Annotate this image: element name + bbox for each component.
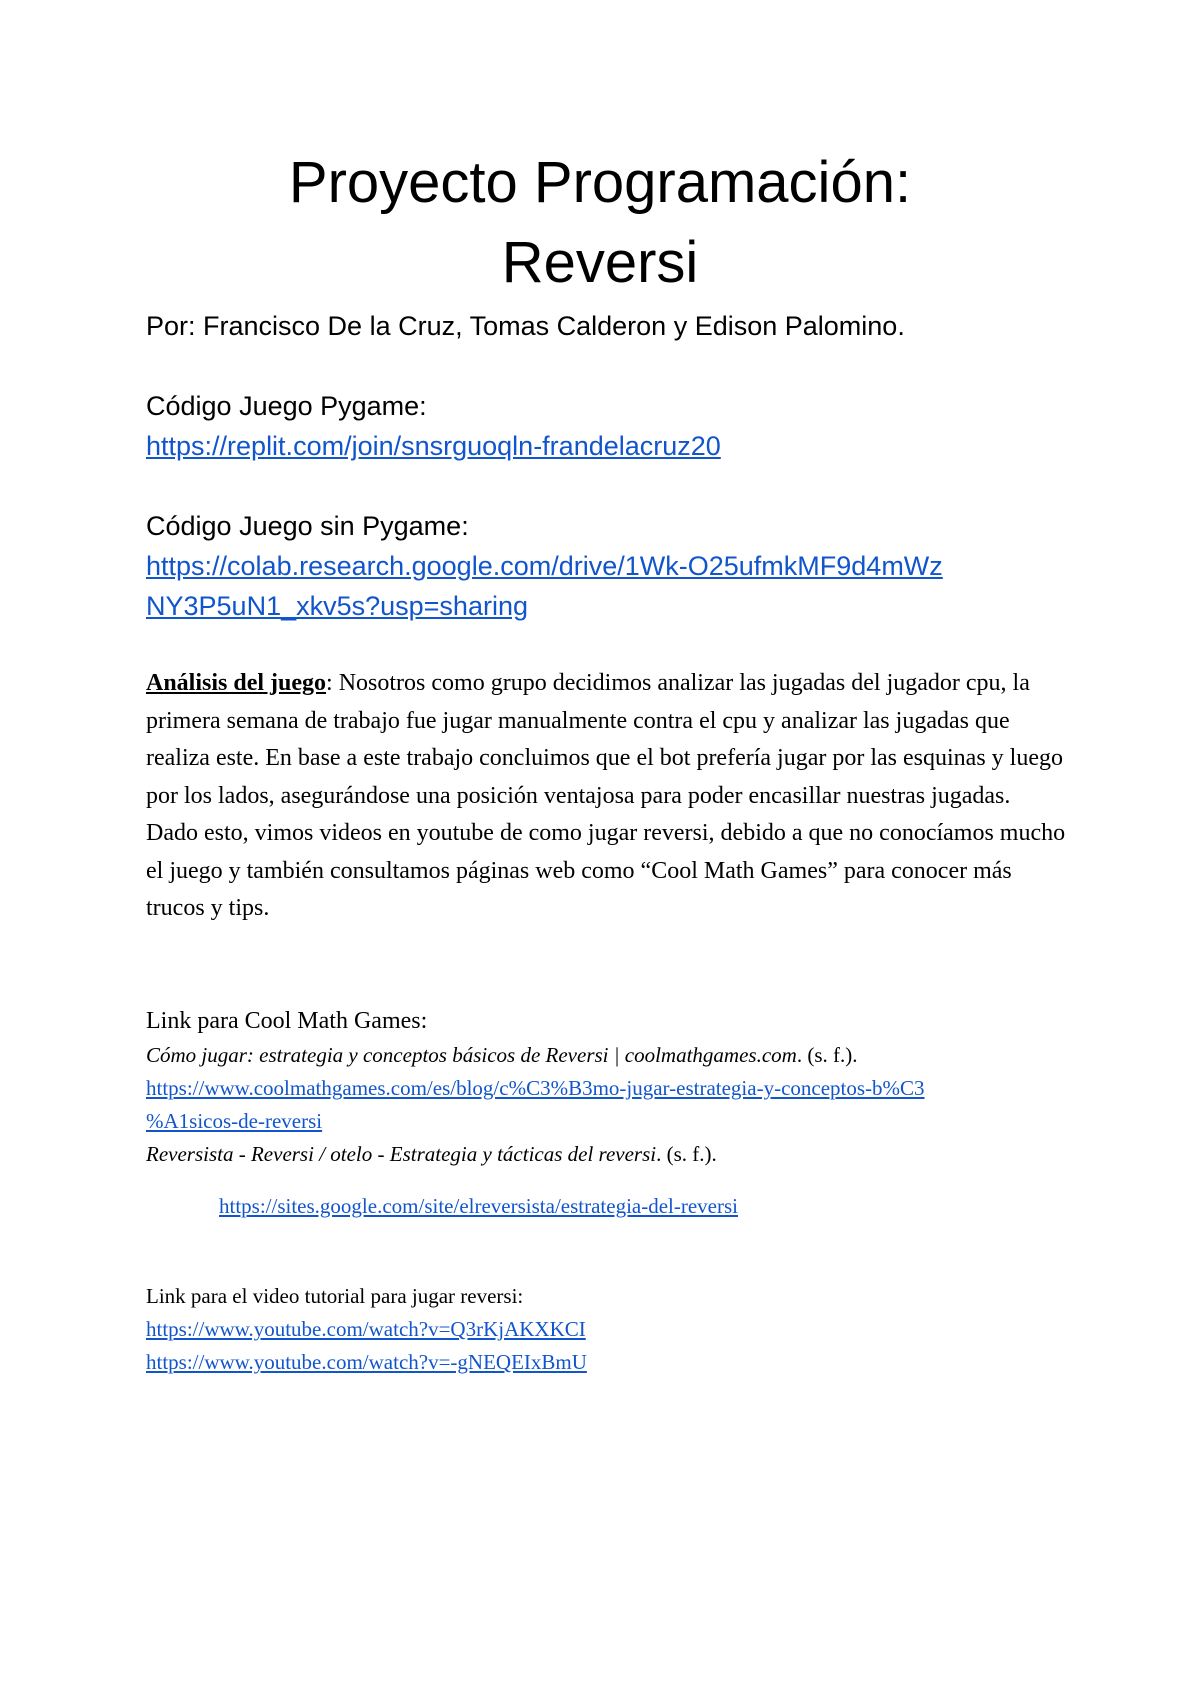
video-link-1[interactable]: https://www.youtube.com/watch?v=Q3rKjAKXKCI <box>146 1317 586 1341</box>
document-title-line1: Proyecto Programación: <box>288 150 912 215</box>
analysis-paragraph <box>146 665 1066 928</box>
reference-1-link-line2: %A1sicos-de-reversi <box>146 1109 323 1133</box>
reference-1-link-line1: https://www.coolmathgames.com/es/blog/c%C3%B3mo-jugar-estrategia-y-conceptos-b%C3 <box>146 1076 925 1100</box>
coolmath-heading: Link para Cool Math Games: <box>146 1008 428 1034</box>
no-pygame-code-link-line2: NY3P5uN1_xkv5s?usp=sharing <box>146 591 528 621</box>
analysis-heading: Análisis del juego <box>146 670 327 696</box>
reference-1 <box>146 1039 1076 1072</box>
reference-2-link-container <box>219 1190 1019 1223</box>
no-pygame-code-link-container <box>146 546 1066 626</box>
analysis-body: Nosotros como grupo decidimos analizar las jugadas del jugador cpu, la primera semana de trabajo fue jugar manualmente contra el cpu y analizar las jugadas que realiza este. En base a este trabajo concluimos que el bot prefería jugar por las esquinas y luego por los lados, asegurándose una posición ventajosa para poder encasillar nuestras jugadas. Dado esto, vimos videos en youtube de como jugar reversi, debido a que no conocíamos mucho el juego y también consultamos páginas web como “Cool Math Games” para conocer más trucos y tips. <box>146 670 1066 921</box>
no-pygame-code-link[interactable] <box>146 551 943 621</box>
reference-2-link[interactable]: https://sites.google.com/site/elreversista/estrategia-del-reversi <box>219 1194 739 1218</box>
reference-1-link[interactable] <box>146 1072 1076 1138</box>
coolmath-references <box>146 1039 1076 1171</box>
analysis-colon: : <box>326 670 333 696</box>
video-link-2[interactable]: https://www.youtube.com/watch?v=-gNEQEIxBmU <box>146 1350 587 1374</box>
reference-2-title: Reversista - Reversi / otelo - Estrategia y tácticas del reversi <box>146 1142 657 1166</box>
pygame-code-label: Código Juego Pygame: <box>146 391 427 421</box>
document-title-line2: Reversi <box>501 230 699 295</box>
pygame-code-link-container <box>146 426 1066 466</box>
authors-line: Por: Francisco De la Cruz, Tomas Calderon y Edison Palomino. <box>146 311 905 341</box>
reference-2 <box>146 1138 1076 1171</box>
no-pygame-code-link-line1: https://colab.research.google.com/drive/1Wk-O25ufmkMF9d4mWz <box>146 551 943 581</box>
pygame-code-link[interactable]: https://replit.com/join/snsrguoqln-frandelacruz20 <box>146 431 721 461</box>
reference-1-suffix: . (s. f.). <box>796 1043 858 1067</box>
no-pygame-code-label: Código Juego sin Pygame: <box>146 511 469 541</box>
reference-1-title: Cómo jugar: estrategia y conceptos básicos de Reversi | coolmathgames.com <box>146 1043 797 1067</box>
video-link-2-container <box>146 1346 1066 1379</box>
video-link-1-container <box>146 1313 1066 1346</box>
reference-2-suffix: . (s. f.). <box>656 1142 717 1166</box>
video-heading: Link para el video tutorial para jugar reversi: <box>146 1284 524 1308</box>
